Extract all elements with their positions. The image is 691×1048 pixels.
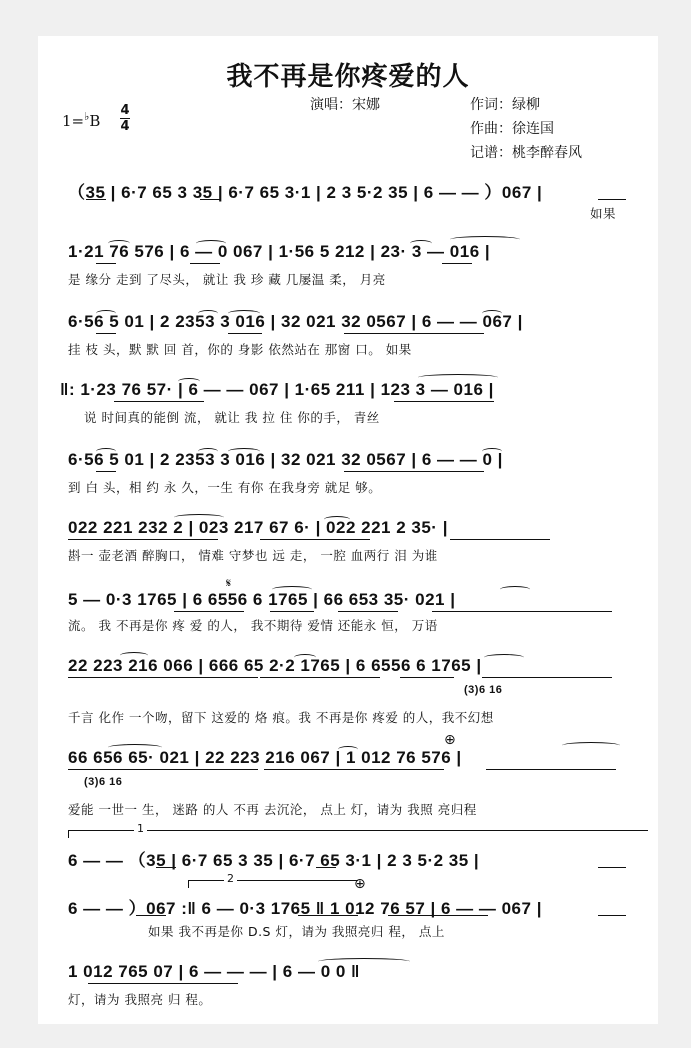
coda-sign-icon: ⊕ xyxy=(354,876,366,892)
lyrics-line: 灯，请为 我照亮 归 程。 xyxy=(68,992,212,1007)
time-signature xyxy=(120,104,130,133)
key-note: B xyxy=(89,112,101,130)
key-signature xyxy=(62,110,100,130)
time-bottom: 4 xyxy=(120,119,130,134)
notation-line: 6·56 5 01 | 2 2353 3 016 | 32 021 32 0567 | 6 — — 0 | xyxy=(68,450,503,469)
lyrics-line: 挂 枝 头，默 默 回 首，你的 身影 依然站在 那窗 口。 如果 xyxy=(68,342,412,357)
notation-line: 66 656 65· 021 | 22 223 216 067 | 1 012 76 576 | xyxy=(68,748,462,767)
notation-line: 6 — — ）067 :‖ 6 — 0·3 1765 ‖ 1 012 76 57 | 6 — — 067 | xyxy=(68,899,542,918)
notation-line: 6 — — （35 | 6·7 65 3 35 | 6·7 65 3·1 | 2 3 5·2 35 | xyxy=(68,851,480,870)
notation-line: 1·21 76 576 | 6 — 0 067 | 1·56 5 212 | 23· 3 — 016 | xyxy=(68,242,491,261)
time-top: 4 xyxy=(120,103,130,118)
first-ending-bracket xyxy=(68,830,648,831)
lyrics-line: 爱能 一世一 生， 迷路 的人 不再 去沉沦， 点上 灯，请为 我照 亮归程 xyxy=(68,802,477,817)
lyrics-line: 如果 xyxy=(590,206,617,221)
lyrics-line: 千言 化作 一个吻，留下 这爱的 烙 痕。我 不再是你 疼爱 的人，我不幻想 xyxy=(68,710,494,725)
key-flat: ♭ xyxy=(84,110,90,123)
lyrics-line: 斟一 壶老酒 醉胸口， 情难 守梦也 远 走， 一腔 血两行 泪 为谁 xyxy=(68,548,438,563)
singer-credit: 演唱：宋娜 xyxy=(310,97,380,113)
lyrics-line: 如果 我不再是你 D.S 灯，请为 我照亮归 程， 点上 xyxy=(148,924,445,939)
notation-line: （35 | 6·7 65 3 35 | 6·7 65 3·1 | 2 3 5·2 35 | 6 — — ）067 | xyxy=(68,183,543,202)
notation-line: ‖: 1·23 76 57· | 6 — — 067 | 1·65 211 | 123 3 — 016 | xyxy=(60,380,494,399)
alternate-notes: (3)6 16 xyxy=(464,684,503,696)
lyrics-line: 是 缘分 走到 了尽头， 就让 我 珍 藏 几屡温 柔， 月亮 xyxy=(68,272,386,287)
transcriber-credit: 记谱：桃李醉春风 xyxy=(470,145,582,161)
segno-sign-icon: 𝄋 xyxy=(226,576,232,590)
sheet-music-page xyxy=(38,36,658,1024)
lyrics-line: 到 白 头，相 约 永 久，一生 有你 在我身旁 就足 够。 xyxy=(68,480,382,495)
notation-line: 022 221 232 2 | 023 217 67 6· | 022 221 2 35· | xyxy=(68,518,448,537)
alternate-notes: (3)6 16 xyxy=(84,776,123,788)
notation-line: 5 — 0·3 1765 | 6 6556 6 1765 | 66 653 35· 021 | xyxy=(68,590,456,609)
composer-credit: 作曲：徐连国 xyxy=(470,121,554,137)
first-ending-number: 1 xyxy=(134,822,147,835)
notation-line: 22 223 216 066 | 666 65 2·2 1765 | 6 6556 6 1765 | xyxy=(68,656,482,675)
second-ending-number: 2 xyxy=(224,872,237,885)
lyrics-line: 流。 我 不再是你 疼 爱 的人， 我不期待 爱情 还能永 恒， 万语 xyxy=(68,618,438,633)
second-ending-bracket xyxy=(188,880,358,881)
key-prefix: 1= xyxy=(62,112,85,130)
lyrics-line: 说 时间真的能倒 流， 就让 我 拉 住 你的手， 青丝 xyxy=(84,410,380,425)
song-title: 我不再是你疼爱的人 xyxy=(226,62,470,92)
lyricist-credit: 作词：绿柳 xyxy=(470,97,540,113)
notation-line: 6·56 5 01 | 2 2353 3 016 | 32 021 32 0567 | 6 — — 067 | xyxy=(68,312,523,331)
notation-line: 1 012 765 07 | 6 — — — | 6 — 0 0 ‖ xyxy=(68,962,361,981)
coda-sign-icon: ⊕ xyxy=(444,732,456,748)
